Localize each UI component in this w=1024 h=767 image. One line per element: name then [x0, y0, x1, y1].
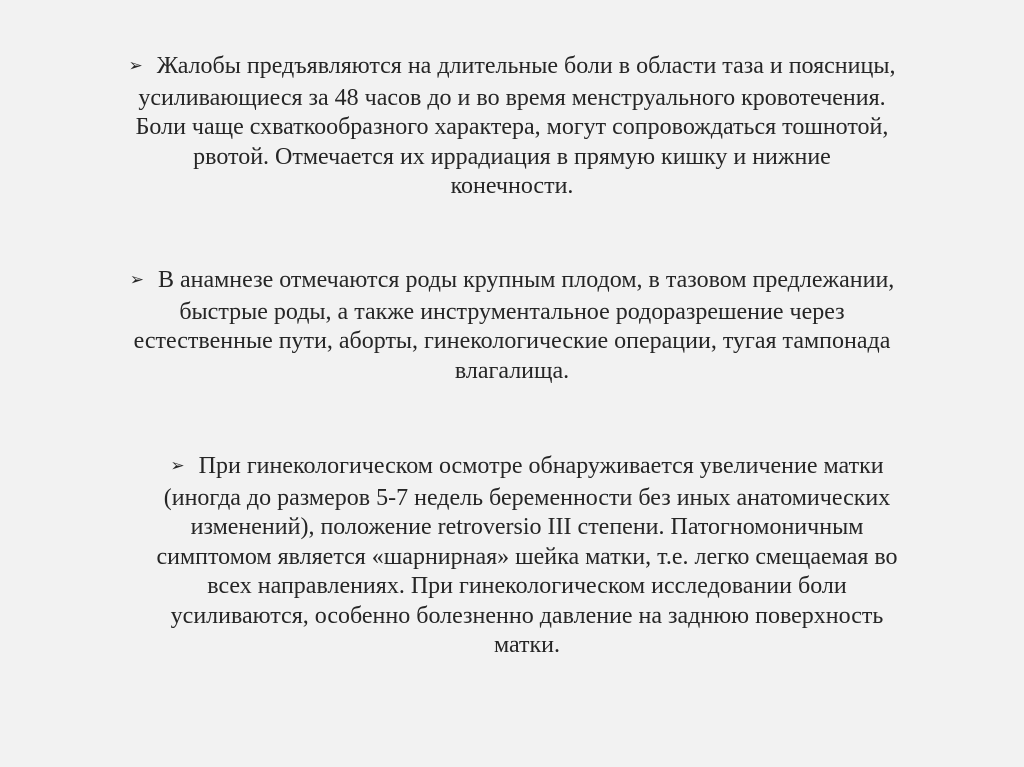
- bullet-line: усиливаются, особенно болезненно давление на заднюю поверхность: [170, 602, 884, 629]
- bullet-line: ➢ Жалобы предъявляются на длительные боли в области таза и поясницы,: [128, 53, 896, 79]
- bullet-line: быстрые роды, а также инструментальное родоразрешение через: [179, 298, 845, 325]
- bullet-line: конечности.: [450, 173, 574, 199]
- bullet-line: влагалища.: [454, 357, 570, 384]
- bullet-line: ➢ В анамнезе отмечаются роды крупным плодом, в тазовом предлежании,: [129, 267, 895, 293]
- bullet-line: ➢ При гинекологическом осмотре обнаруживается увеличение матки: [170, 453, 884, 479]
- bullet-examination: [70, 452, 984, 661]
- bullet-line: естественные пути, аборты, гинекологические операции, тугая тампонада: [133, 328, 891, 354]
- bullet-line: усиливающиеся за 48 часов до и во время менструального кровотечения.: [138, 84, 886, 111]
- bullet-line: рвотой. Отмечается их иррадиация в прямую кишку и нижние: [193, 143, 831, 170]
- bullet-line: Боли чаще схваткообразного характера, могут сопровождаться тошнотой,: [135, 114, 889, 140]
- bullet-line: симптомом является «шарнирная» шейка матки, т.е. легко смещаемая во: [156, 543, 898, 570]
- bullet-line: (иногда до размеров 5-7 недель беременности без иных анатомических: [163, 484, 891, 511]
- bullet-complaints: [40, 52, 984, 202]
- bullet-line: всех направлениях. При гинекологическом исследовании боли: [207, 573, 847, 599]
- bullet-anamnesis: [40, 266, 984, 386]
- arrow-bullet-icon: ➢: [128, 56, 143, 76]
- arrow-bullet-icon: ➢: [129, 270, 144, 290]
- bullet-line: матки.: [493, 632, 561, 658]
- bullet-line: изменений), положение retroversio III степени. Патогномоничным: [190, 514, 864, 540]
- arrow-bullet-icon: ➢: [170, 456, 185, 476]
